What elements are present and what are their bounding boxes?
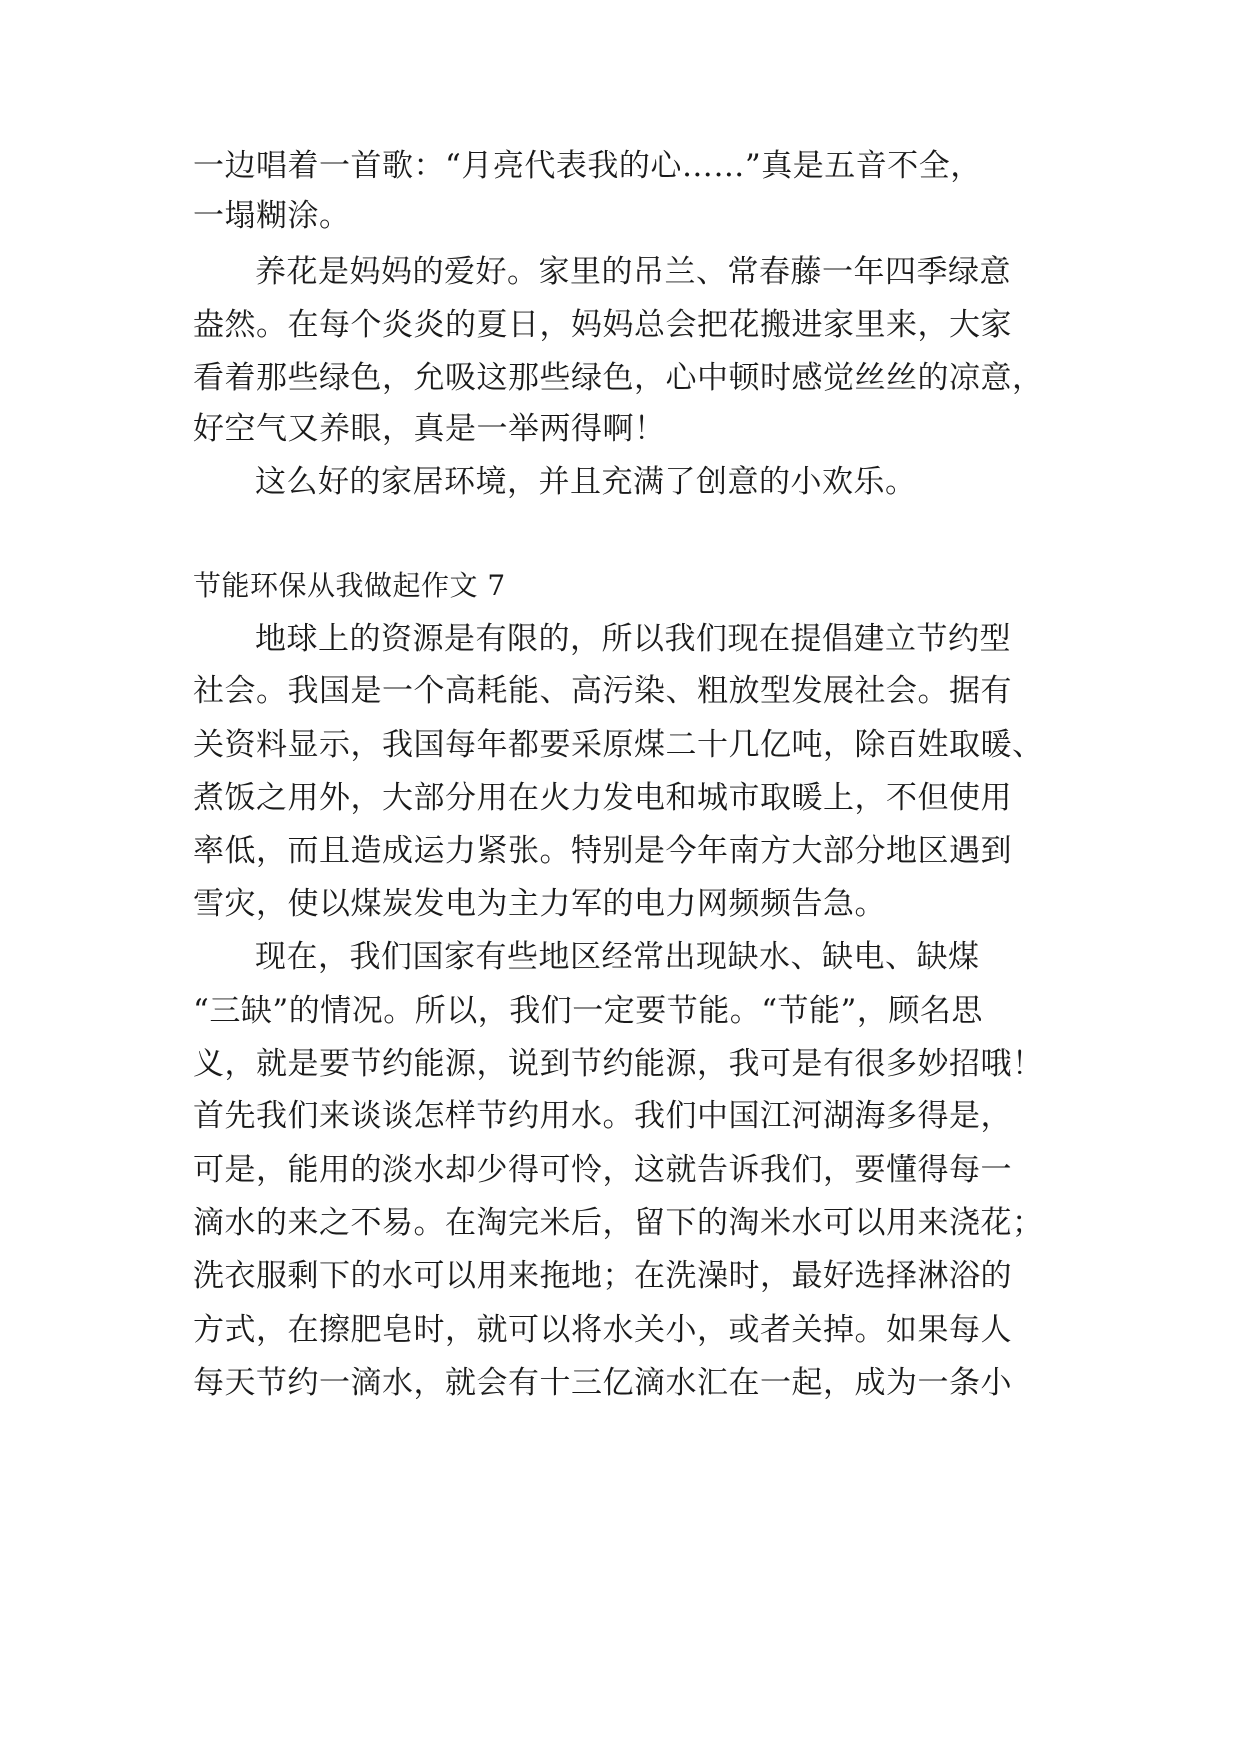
paragraph-line: 义，就是要节约能源，说到节约能源，我可是有很多妙招哦！ bbox=[193, 1046, 1044, 1082]
paragraph-line: 率低，而且造成运力紧张。特别是今年南方大部分地区遇到 bbox=[193, 833, 1012, 869]
paragraph-line: 社会。我国是一个高耗能、高污染、粗放型发展社会。据有 bbox=[193, 673, 1012, 709]
paragraph-line: 养花是妈妈的爱好。家里的吊兰、常春藤一年四季绿意 bbox=[255, 254, 1011, 290]
paragraph-line: 关资料显示，我国每年都要采原煤二十几亿吨，除百姓取暖、 bbox=[193, 727, 1044, 763]
section-heading: 节能环保从我做起作文 7 bbox=[193, 569, 506, 602]
paragraph-line: 看着那些绿色，允吸这那些绿色，心中顿时感觉丝丝的凉意， bbox=[193, 360, 1044, 396]
paragraph-line: 可是，能用的淡水却少得可怜，这就告诉我们，要懂得每一 bbox=[193, 1152, 1012, 1188]
paragraph-line: 洗衣服剩下的水可以用来拖地；在洗澡时，最好选择淋浴的 bbox=[193, 1258, 1012, 1294]
paragraph-line: 雪灾，使以煤炭发电为主力军的电力网频频告急。 bbox=[193, 886, 886, 922]
paragraph-line: 煮饭之用外，大部分用在火力发电和城市取暖上，不但使用 bbox=[193, 780, 1012, 816]
paragraph-line: 方式，在擦肥皂时，就可以将水关小，或者关掉。如果每人 bbox=[193, 1312, 1012, 1348]
paragraph-line: 每天节约一滴水，就会有十三亿滴水汇在一起，成为一条小 bbox=[193, 1365, 1012, 1401]
paragraph-line: 滴水的来之不易。在淘完米后，留下的淘米水可以用来浇花； bbox=[193, 1205, 1044, 1241]
paragraph-line: 这么好的家居环境，并且充满了创意的小欢乐。 bbox=[255, 464, 917, 500]
paragraph-line: 地球上的资源是有限的，所以我们现在提倡建立节约型 bbox=[255, 621, 1011, 657]
paragraph-line: 盎然。在每个炎炎的夏日，妈妈总会把花搬进家里来，大家 bbox=[193, 307, 1012, 343]
paragraph-line: “三缺”的情况。所以，我们一定要节能。“节能”，顾名思 bbox=[193, 993, 983, 1029]
paragraph-line: 现在，我们国家有些地区经常出现缺水、缺电、缺煤 bbox=[255, 939, 980, 975]
paragraph-line: 一塌糊涂。 bbox=[193, 198, 351, 234]
paragraph-line: 首先我们来谈谈怎样节约用水。我们中国江河湖海多得是， bbox=[193, 1098, 1012, 1134]
paragraph-line: 好空气又养眼，真是一举两得啊！ bbox=[193, 411, 666, 447]
paragraph-line: 一边唱着一首歌：“月亮代表我的心……”真是五音不全， bbox=[193, 148, 982, 184]
